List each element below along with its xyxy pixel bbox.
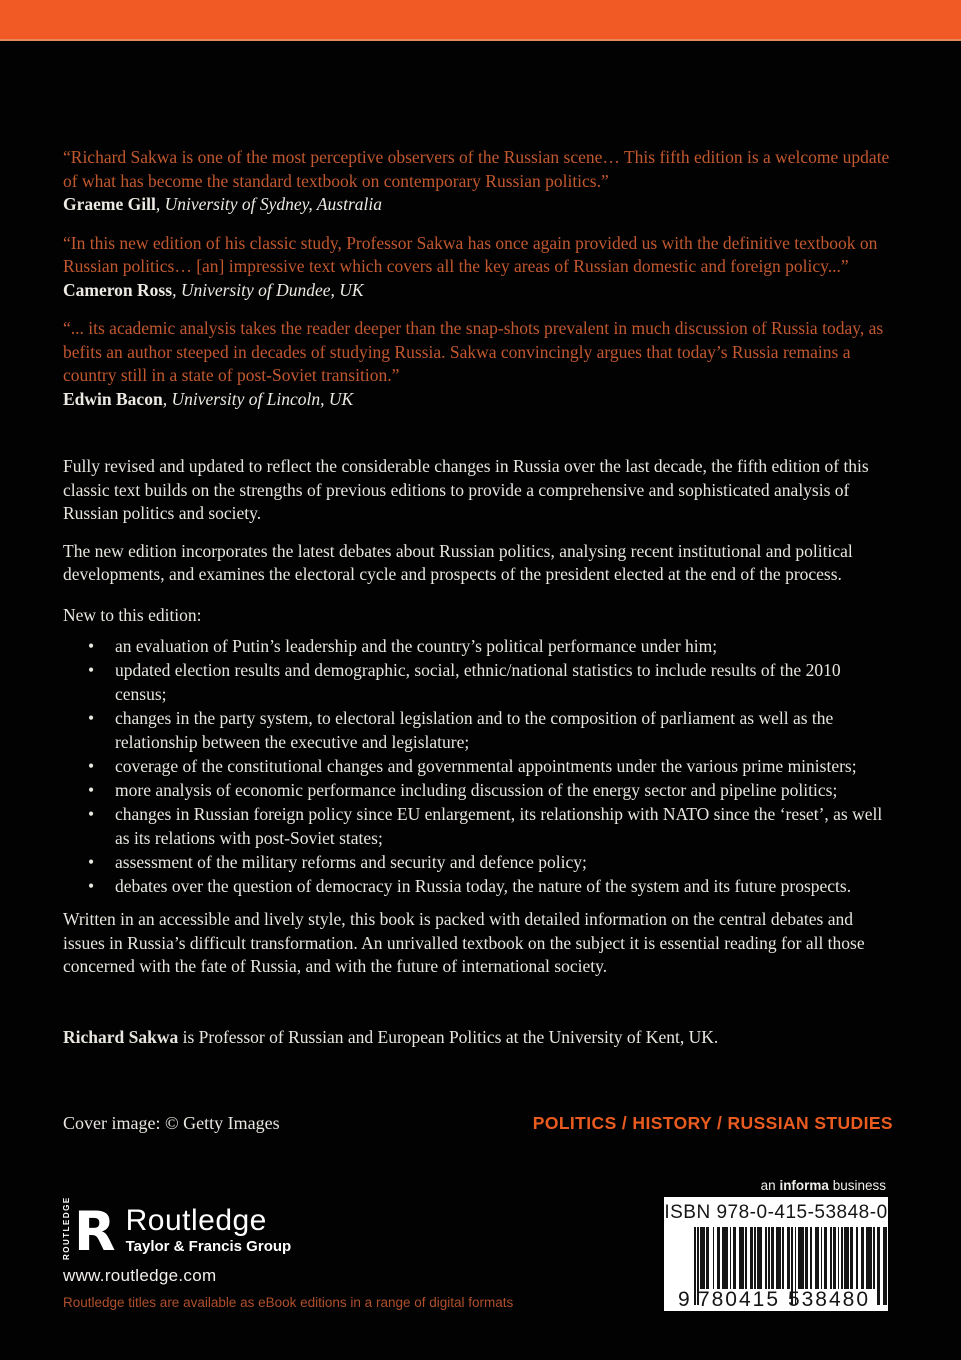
list-item (63, 778, 893, 802)
routledge-logo (62, 1196, 292, 1263)
barcode-digit-group-2: 538480 (787, 1288, 871, 1311)
informa-post: business (828, 1178, 886, 1193)
reviewer-affiliation: , University of Sydney, Australia (155, 194, 383, 214)
quote-text: “... its academic analysis takes the reader deeper than the snap-shots prevalent in much discussion of Russia today, as befits an author steeped in decades of studying Russia. Sakwa convincingly argues that today’s Russia remains a country still in a state of post-Soviet transition.” (63, 318, 884, 385)
publisher-name: Routledge (125, 1204, 267, 1237)
bullet-icon: • (88, 756, 95, 776)
blurb-paragraph: The new edition incorporates the latest debates about Russian politics, analysing recent institutional and political developments, and examines the electoral cycle and prospects of the president elected at the end of the process. (63, 540, 853, 584)
blurb-paragraph: Fully revised and updated to reflect the considerable changes in Russia over the last decade, the fifth edition of this classic text builds on the strengths of previous editions to provide a comprehensive and sophisticated analysis of Russian politics and society. (63, 456, 869, 523)
bullet-icon: • (88, 708, 95, 728)
bullet-text: an evaluation of Putin’s leadership and the country’s political performance under him; (115, 636, 718, 656)
barcode-digits (678, 1289, 874, 1311)
bullet-icon: • (88, 636, 95, 656)
bullet-text: debates over the question of democracy in Russia today, the nature of the system and its future prospects. (115, 876, 852, 896)
list-item (63, 658, 893, 706)
routledge-vertical-text: ROUTLEDGE (62, 1196, 71, 1260)
subject-categories: POLITICS / HISTORY / RUSSIAN STUDIES (532, 1113, 893, 1133)
isbn-barcode-box (664, 1197, 888, 1311)
bullet-text: changes in the party system, to electoral legislation and to the composition of parliament as well as the relationship between the executive and legislature; (115, 708, 834, 752)
list-item (63, 706, 893, 754)
barcode (678, 1227, 874, 1311)
author-name: Richard Sakwa (63, 1026, 179, 1047)
bullet-text: updated election results and demographic, social, ethnic/national statistics to include results of the 2010 census; (115, 660, 841, 704)
top-orange-band (0, 0, 961, 41)
bullet-text: more analysis of economic performance including discussion of the energy sector and pipeline politics; (115, 780, 838, 800)
reviewer-name: Edwin Bacon (63, 388, 163, 409)
bullet-icon: • (88, 852, 95, 872)
barcode-bars (694, 1227, 872, 1289)
reviewer-affiliation: , University of Lincoln, UK (162, 388, 354, 409)
review-quote-1 (63, 146, 893, 217)
list-item (63, 754, 893, 778)
bullet-icon: • (88, 780, 95, 800)
quote-attribution (63, 279, 893, 303)
new-edition-heading: New to this edition: (63, 604, 202, 625)
list-item (63, 802, 893, 850)
informa-bold: informa (779, 1178, 829, 1193)
quote-attribution (63, 388, 893, 412)
isbn-number: ISBN 978-0-415-53848-0 (664, 1202, 888, 1223)
review-quote-3 (63, 317, 893, 411)
reviewer-name: Cameron Ross (63, 279, 173, 300)
routledge-logo-text (126, 1203, 292, 1255)
blurb-section (63, 455, 893, 1136)
author-bio-text: is Professor of Russian and European Politics at the University of Kent, UK. (178, 1026, 719, 1047)
publisher-group: Taylor & Francis Group (125, 1238, 292, 1255)
barcode-digit-group-1: 780415 (697, 1288, 781, 1311)
author-bio (63, 1026, 893, 1050)
publisher-area (0, 1170, 961, 1360)
informa-tagline (761, 1178, 886, 1193)
bullet-icon: • (88, 660, 95, 680)
credit-row (63, 1112, 893, 1136)
cover-image-credit: Cover image: © Getty Images (63, 1113, 280, 1133)
list-item (63, 874, 893, 898)
bullet-text: assessment of the military reforms and security and defence policy; (115, 852, 587, 872)
bullet-text: changes in Russian foreign policy since EU enlargement, its relationship with NATO since the ‘reset’, as well as its relations with post-Soviet states; (115, 804, 883, 848)
quote-text: “In this new edition of his classic study, Professor Sakwa has once again provided us with the definitive textbook on Russian politics… [an] impressive text which covers all the key areas of Russian domestic and foreign policy...” (63, 232, 878, 276)
bullet-icon: • (88, 876, 95, 896)
new-edition-list (63, 634, 893, 898)
ebook-availability-note: Routledge titles are available as eBook editions in a range of digital formats (63, 1295, 514, 1310)
list-item (63, 634, 893, 658)
quote-text: “Richard Sakwa is one of the most perceptive observers of the Russian scene… This fifth edition is a welcome update of what has become the standard textbook on contemporary Russian politics.” (63, 147, 890, 191)
cover-content (0, 43, 961, 1136)
reviewer-name: Graeme Gill (63, 194, 156, 214)
quote-attribution (63, 193, 893, 217)
barcode-digit-lead: 9 (678, 1288, 690, 1311)
informa-pre: an (760, 1178, 780, 1193)
publisher-website: www.routledge.com (63, 1266, 217, 1285)
routledge-r-monogram-icon: R (74, 1200, 116, 1263)
review-quote-2 (63, 232, 893, 303)
closing-paragraph: Written in an accessible and lively style, this book is packed with detailed information on the central debates and issues in Russia’s difficult transformation. An unrivalled textbook on the subject it is essential reading for all those concerned with the fate of Russia, and with the future of international society. (63, 909, 865, 976)
bullet-icon: • (88, 804, 95, 824)
bullet-text: coverage of the constitutional changes and governmental appointments under the various prime ministers; (115, 756, 857, 776)
reviewer-affiliation: , University of Dundee, UK (172, 279, 364, 300)
list-item (63, 850, 893, 874)
